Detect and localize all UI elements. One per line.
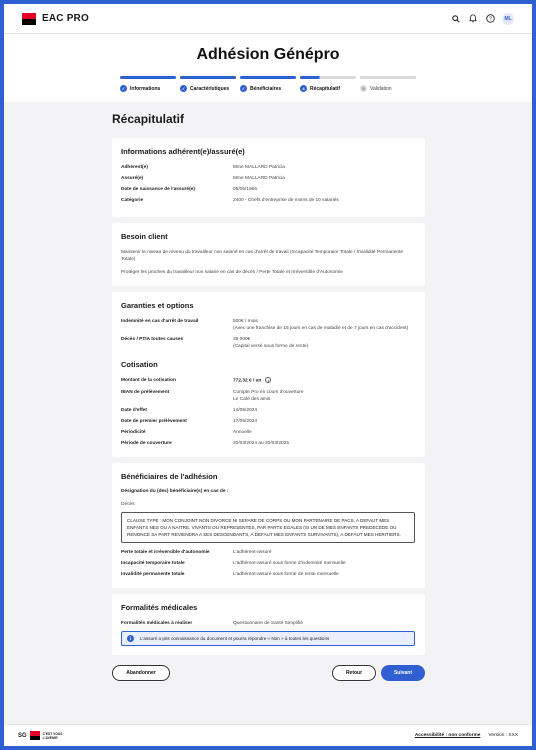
check-icon: ✓ xyxy=(181,86,186,91)
step-progress-bar xyxy=(300,76,356,79)
next-button[interactable]: Suivant xyxy=(381,665,425,681)
info-row: Date de naissance de l'assuré(e) 05/05/1965 xyxy=(121,187,258,192)
version-text: Version : XXX xyxy=(488,733,518,738)
cotisation-row: Montant de la cotisation 772,32 € / an i xyxy=(121,377,415,385)
cotisation-row: Date de premier prélèvement 17/05/2024 xyxy=(121,418,258,424)
sg-wordmark: SG xyxy=(18,732,27,739)
step-beneficiaires[interactable] xyxy=(240,76,296,92)
stepper xyxy=(4,76,532,92)
back-button[interactable]: Retour xyxy=(332,665,376,681)
sg-logo[interactable] xyxy=(18,731,63,740)
step-label: Informations xyxy=(130,85,161,92)
garantie-row: Décès / PTIA toutes causes 35 000€ (Capital versé sous forme de rente) xyxy=(121,337,309,349)
search-icon[interactable] xyxy=(451,14,461,24)
title-area xyxy=(4,34,532,102)
formalites-card xyxy=(112,594,425,655)
info-banner-text: L'assuré a pris connaissance du document et pourra répondre « Non » à toutes les questions xyxy=(140,636,330,642)
info-row: Adhérent(e) Mme MALLARD Patricia xyxy=(121,165,285,170)
info-banner xyxy=(121,631,415,646)
info-row: Assuré(e) Mme MALLARD Patricia xyxy=(121,176,285,181)
step-number: 5 xyxy=(360,85,367,92)
check-icon: ✓ xyxy=(121,86,126,91)
step-progress-bar xyxy=(240,76,296,79)
sg-slogan: C'EST VOUS L'AVENIR xyxy=(42,731,63,740)
info-row: Catégorie 2400 - Chefs d'entreprise de moins de 10 salariés xyxy=(121,198,339,203)
step-progress-bar xyxy=(120,76,176,79)
main-content xyxy=(4,112,532,681)
garantie-row: Indemnité en cas d'arrêt de travail 500€ / mois (Avec une franchise de 15 jours en cas de maladie et de 7 jours en cas d'accident) xyxy=(121,319,409,331)
info-card xyxy=(112,138,425,217)
cotisation-title: Cotisation xyxy=(121,360,158,369)
svg-text:?: ? xyxy=(488,16,492,23)
clause-text: CLAUSE TYPE : MON CONJOINT NON DIVORCE NI SEPARE DE CORPS OU MON PARTENAIRE DE PACS, A DEFAUT MES ENFANTS NES OU A NAITRE, VIVANTS OU REPRESENTES, PAR PARTS EGALES (SI UN DE MES ENFANTS PREDECEDE OU RENONCE SA PART REVIENDRA A SES DESCENDANTS, A DEFAUT MES ENFANTS SURVIVANTS), A DEFAUT MES HERITIERS. xyxy=(121,512,415,544)
cotisation-row: Période de couverture 20/03/2024 au 20/03/2025 xyxy=(121,440,290,446)
action-bar xyxy=(112,665,425,681)
sg-logo-mark xyxy=(30,731,40,740)
step-number: 4 xyxy=(300,85,307,92)
beneficiaire-row: Invalidité permanente totale L'adhérent-assuré sous forme de rente mensuelle xyxy=(121,572,339,578)
besoin-text: Protéger les proches du travailleur non salarié en cas de décès / Perte Totale et Irréversible d'Autonomie xyxy=(121,270,343,275)
step-validation[interactable] xyxy=(360,76,416,92)
check-icon: ✓ xyxy=(241,86,246,91)
step-label: Bénéficiaires xyxy=(250,85,282,92)
formalite-row: Formalités médicales à réaliser Questionnaire de Santé Simplifié xyxy=(121,621,303,627)
besoin-card xyxy=(112,223,425,286)
page-title: Adhésion Génépro xyxy=(196,46,340,63)
avatar[interactable]: ML xyxy=(502,13,514,25)
cotisation-row: IBAN de prélèvement Compte Pro en cours d'ouverture Le Café des amis xyxy=(121,389,304,402)
garanties-card xyxy=(112,292,425,457)
step-recapitulatif[interactable] xyxy=(300,76,356,92)
brand-logo[interactable] xyxy=(22,13,89,25)
footer xyxy=(4,724,532,746)
card-title: Besoin client xyxy=(121,232,168,241)
top-header xyxy=(4,4,532,34)
brand-name: EAC PRO xyxy=(42,13,89,24)
beneficiaire-row: Perte totale et irréversible d'autonomie L'adhérent-assuré xyxy=(121,550,272,556)
step-progress-bar xyxy=(180,76,236,79)
header-actions xyxy=(451,13,514,25)
beneficiaire-row: Incapacité temporaire totale L'adhérent-assuré sous forme d'indemnité mensuelle xyxy=(121,561,346,567)
step-caracteristiques[interactable] xyxy=(180,76,236,92)
footer-links xyxy=(415,733,518,738)
bell-icon[interactable] xyxy=(468,14,478,24)
cotisation-row: Périodicité Annuelle xyxy=(121,429,252,435)
help-icon[interactable] xyxy=(485,14,495,24)
cotisation-row: Date d'effet 14/05/2024 xyxy=(121,407,258,413)
accessibility-link[interactable]: Accessibilité : non conforme xyxy=(414,733,481,738)
logo-mark xyxy=(22,13,36,25)
step-informations[interactable] xyxy=(120,76,176,92)
card-title: Bénéficiaires de l'adhésion xyxy=(121,471,218,481)
section-title: Récapitulatif xyxy=(112,112,185,126)
deces-label: Décès xyxy=(121,501,135,507)
card-title: Informations adhérent(e)/assuré(e) xyxy=(121,147,245,156)
besoin-text: Maintenir le niveau de revenu du travailleur non salarié en cas d'arrêt de travail (Incapacité Temporaire Totale / Invalidité Permanente Totale) xyxy=(121,250,404,262)
step-progress-bar xyxy=(360,76,416,79)
card-title: Garanties et options xyxy=(121,301,194,310)
info-icon[interactable]: i xyxy=(265,377,271,383)
card-title: Formalités médicales xyxy=(121,603,198,613)
info-icon: i xyxy=(127,635,134,642)
step-label: Validation xyxy=(370,85,392,92)
step-label: Caractéristiques xyxy=(190,85,230,92)
abandon-button[interactable]: Abandonner xyxy=(112,665,170,681)
beneficiaires-subtitle: Désignation du (des) bénéficiaire(s) en cas de : xyxy=(121,488,229,494)
step-label: Récapitulatif xyxy=(310,85,341,92)
app-window xyxy=(4,4,532,746)
beneficiaires-card xyxy=(112,463,425,589)
